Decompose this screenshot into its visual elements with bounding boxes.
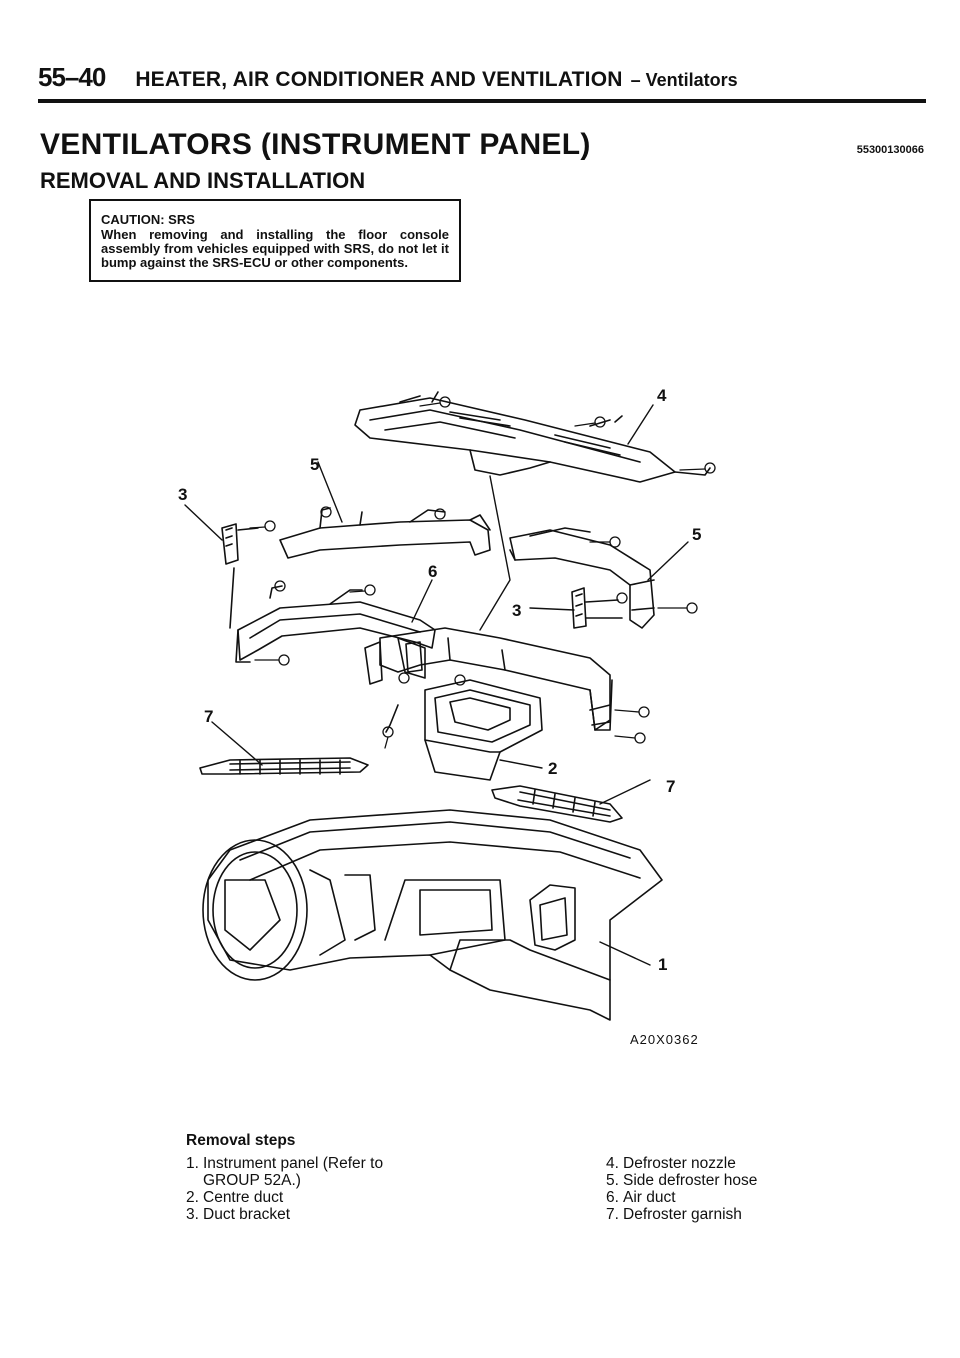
step-text: Defroster garnish <box>623 1206 742 1223</box>
list-item <box>186 1189 421 1206</box>
screws-drawing <box>250 397 715 748</box>
air-duct-drawing <box>236 586 435 662</box>
removal-steps-left-column <box>186 1155 421 1223</box>
callout-3-right: 3 <box>512 601 522 620</box>
list-item <box>606 1155 757 1172</box>
page-header <box>38 62 926 103</box>
page-number: 55–40 <box>38 62 106 92</box>
side-defroster-hose-left-drawing <box>280 508 490 558</box>
callout-6: 6 <box>428 562 438 581</box>
removal-steps-title: Removal steps <box>186 1132 296 1149</box>
callout-1: 1 <box>658 955 668 974</box>
header-subtitle: – Ventilators <box>630 70 738 90</box>
list-item <box>606 1206 757 1223</box>
section-title: VENTILATORS (INSTRUMENT PANEL) <box>40 128 591 161</box>
list-item <box>606 1189 757 1206</box>
list-item <box>186 1155 421 1189</box>
step-text: Air duct <box>623 1189 676 1206</box>
step-number: 1. <box>186 1155 199 1172</box>
step-text: Instrument panel (Refer to GROUP 52A.) <box>203 1155 384 1189</box>
removal-steps <box>186 1132 806 1223</box>
step-number: 2. <box>186 1189 199 1206</box>
side-defroster-hose-right-drawing <box>510 528 654 628</box>
caution-box <box>89 199 461 282</box>
console-box-drawing <box>386 680 542 780</box>
instrument-panel-drawing <box>203 810 662 1020</box>
caution-text: When removing and installing the floor console assembly from vehicles equipped with SRS, do not let it bump against the SRS-ECU or other components. <box>101 227 449 270</box>
step-number: 4. <box>606 1155 619 1172</box>
callout-2: 2 <box>548 759 558 778</box>
step-number: 3. <box>186 1206 199 1223</box>
defroster-nozzle-drawing <box>355 392 710 482</box>
step-number: 6. <box>606 1189 619 1206</box>
centre-duct-drawing <box>365 628 612 730</box>
figure-code: A20X0362 <box>630 1032 699 1047</box>
callout-labels <box>178 386 701 974</box>
list-item <box>186 1206 421 1223</box>
subsection-title: REMOVAL AND INSTALLATION <box>40 168 366 193</box>
callout-7-right: 7 <box>666 777 676 796</box>
step-text: Side defroster hose <box>623 1172 758 1189</box>
document-code: 55300130066 <box>856 144 924 156</box>
duct-bracket-right-drawing <box>572 588 622 628</box>
callout-5-right: 5 <box>692 525 702 544</box>
callout-3-left: 3 <box>178 485 188 504</box>
duct-bracket-left-drawing <box>222 524 258 628</box>
defroster-garnish-left-drawing <box>200 758 368 774</box>
exploded-view-diagram <box>170 380 730 1040</box>
callout-5-left: 5 <box>310 455 320 474</box>
step-text: Duct bracket <box>203 1206 291 1223</box>
header-title: HEATER, AIR CONDITIONER AND VENTILATION <box>135 68 623 91</box>
callout-4: 4 <box>657 386 667 405</box>
callout-7-left: 7 <box>204 707 214 726</box>
step-number: 5. <box>606 1172 619 1189</box>
list-item <box>606 1172 757 1189</box>
removal-steps-right-column <box>606 1155 757 1223</box>
caution-title: CAUTION: SRS <box>101 212 195 227</box>
step-number: 7. <box>606 1206 619 1223</box>
step-text: Centre duct <box>203 1189 284 1206</box>
step-text: Defroster nozzle <box>623 1155 736 1172</box>
